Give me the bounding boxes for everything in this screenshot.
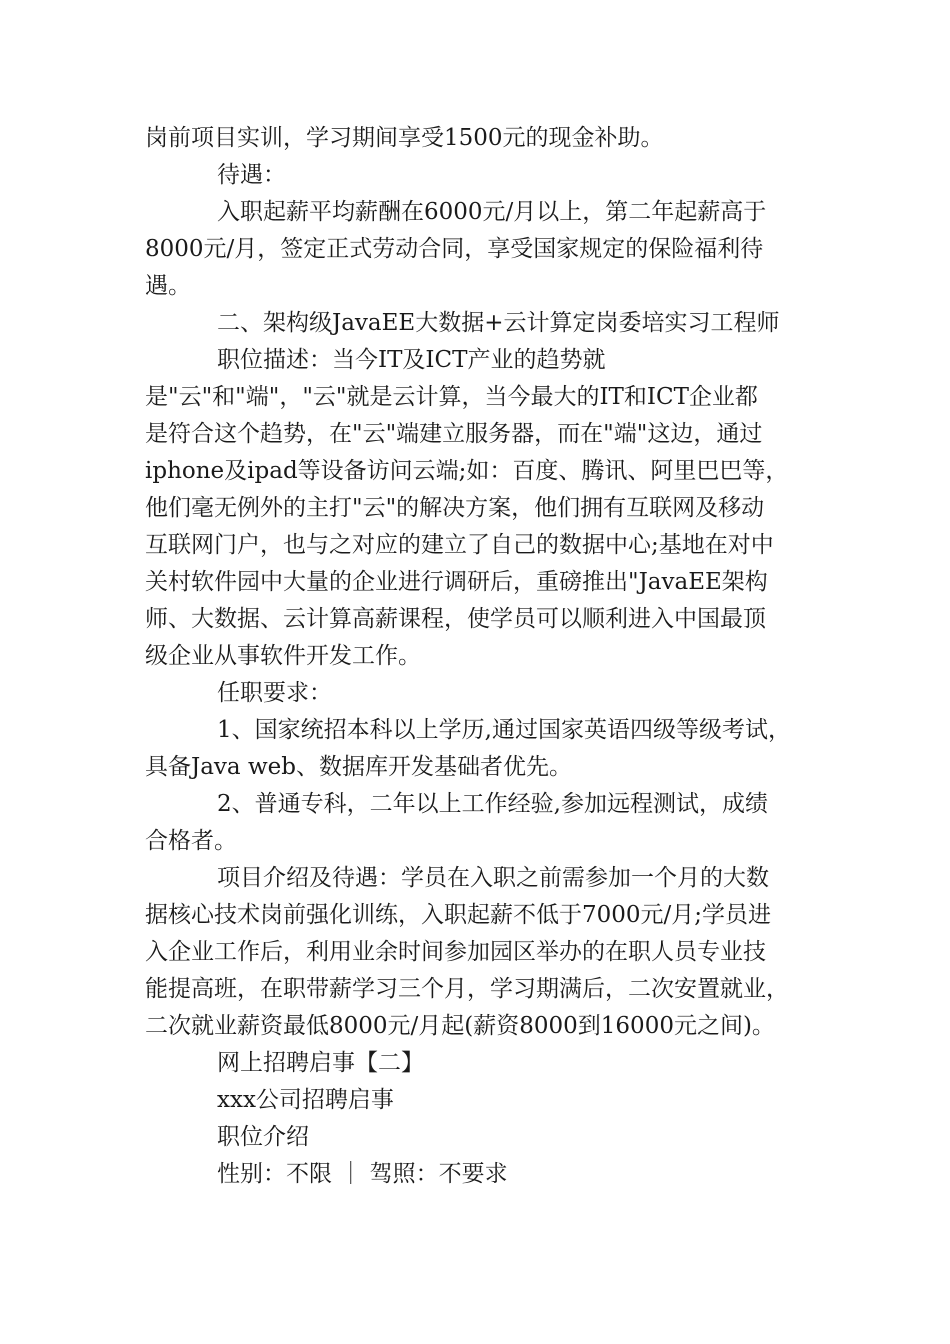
text-line: 二次就业薪资最低8000元/月起(薪资8000到16000元之间)。 (145, 1013, 775, 1039)
section-heading: 二、架构级JavaEE大数据+云计算定岗委培实习工程师 (217, 310, 780, 336)
text-line: 性别：不限 ｜ 驾照：不要求 (217, 1161, 508, 1187)
text-line: 职位介绍 (217, 1124, 309, 1150)
text-line: iphone及ipad等设备访问云端;如：百度、腾讯、阿里巴巴等， (145, 458, 789, 484)
text-line: 师、大数据、云计算高薪课程，使学员可以顺利进入中国最顶 (145, 606, 766, 632)
text-line: 互联网门户，也与之对应的建立了自己的数据中心;基地在对中 (145, 532, 774, 558)
text-line: 1、国家统招本科以上学历,通过国家英语四级等级考试， (217, 717, 791, 743)
text-line: 具备Java web、数据库开发基础者优先。 (145, 754, 572, 780)
text-line: 他们毫无例外的主打"云"的解决方案，他们拥有互联网及移动 (145, 495, 765, 521)
text-line: 能提高班，在职带薪学习三个月，学习期满后，二次安置就业， (145, 976, 789, 1002)
text-line: 遇。 (145, 273, 191, 299)
text-line: 据核心技术岗前强化训练，入职起薪不低于7000元/月;学员进 (145, 902, 772, 928)
text-line: 任职要求： (217, 680, 332, 706)
text-line: xxx公司招聘启事 (217, 1087, 394, 1113)
text-line: 入企业工作后，利用业余时间参加园区举办的在职人员专业技 (145, 939, 766, 965)
text-line: 是符合这个趋势，在"云"端建立服务器，而在"端"这边，通过 (145, 421, 763, 447)
text-line: 合格者。 (145, 828, 237, 854)
text-line: 入职起薪平均薪酬在6000元/月以上，第二年起薪高于 (217, 199, 767, 225)
text-line: 项目介绍及待遇：学员在入职之前需参加一个月的大数 (217, 865, 769, 891)
text-line: 2、普通专科，二年以上工作经验,参加远程测试，成绩 (217, 791, 768, 817)
section-heading: 网上招聘启事【二】 (217, 1050, 424, 1076)
text-line: 是"云"和"端"，"云"就是云计算，当今最大的IT和ICT企业都 (145, 384, 758, 410)
text-line: 岗前项目实训，学习期间享受1500元的现金补助。 (145, 125, 664, 151)
document-body (145, 120, 805, 1193)
text-line: 职位描述：当今IT及ICT产业的趋势就 (217, 347, 606, 373)
text-line: 待遇： (217, 162, 286, 188)
text-line: 8000元/月，签定正式劳动合同，享受国家规定的保险福利待 (145, 236, 764, 262)
text-line: 级企业从事软件开发工作。 (145, 643, 421, 669)
text-line: 关村软件园中大量的企业进行调研后，重磅推出"JavaEE架构 (145, 569, 768, 595)
